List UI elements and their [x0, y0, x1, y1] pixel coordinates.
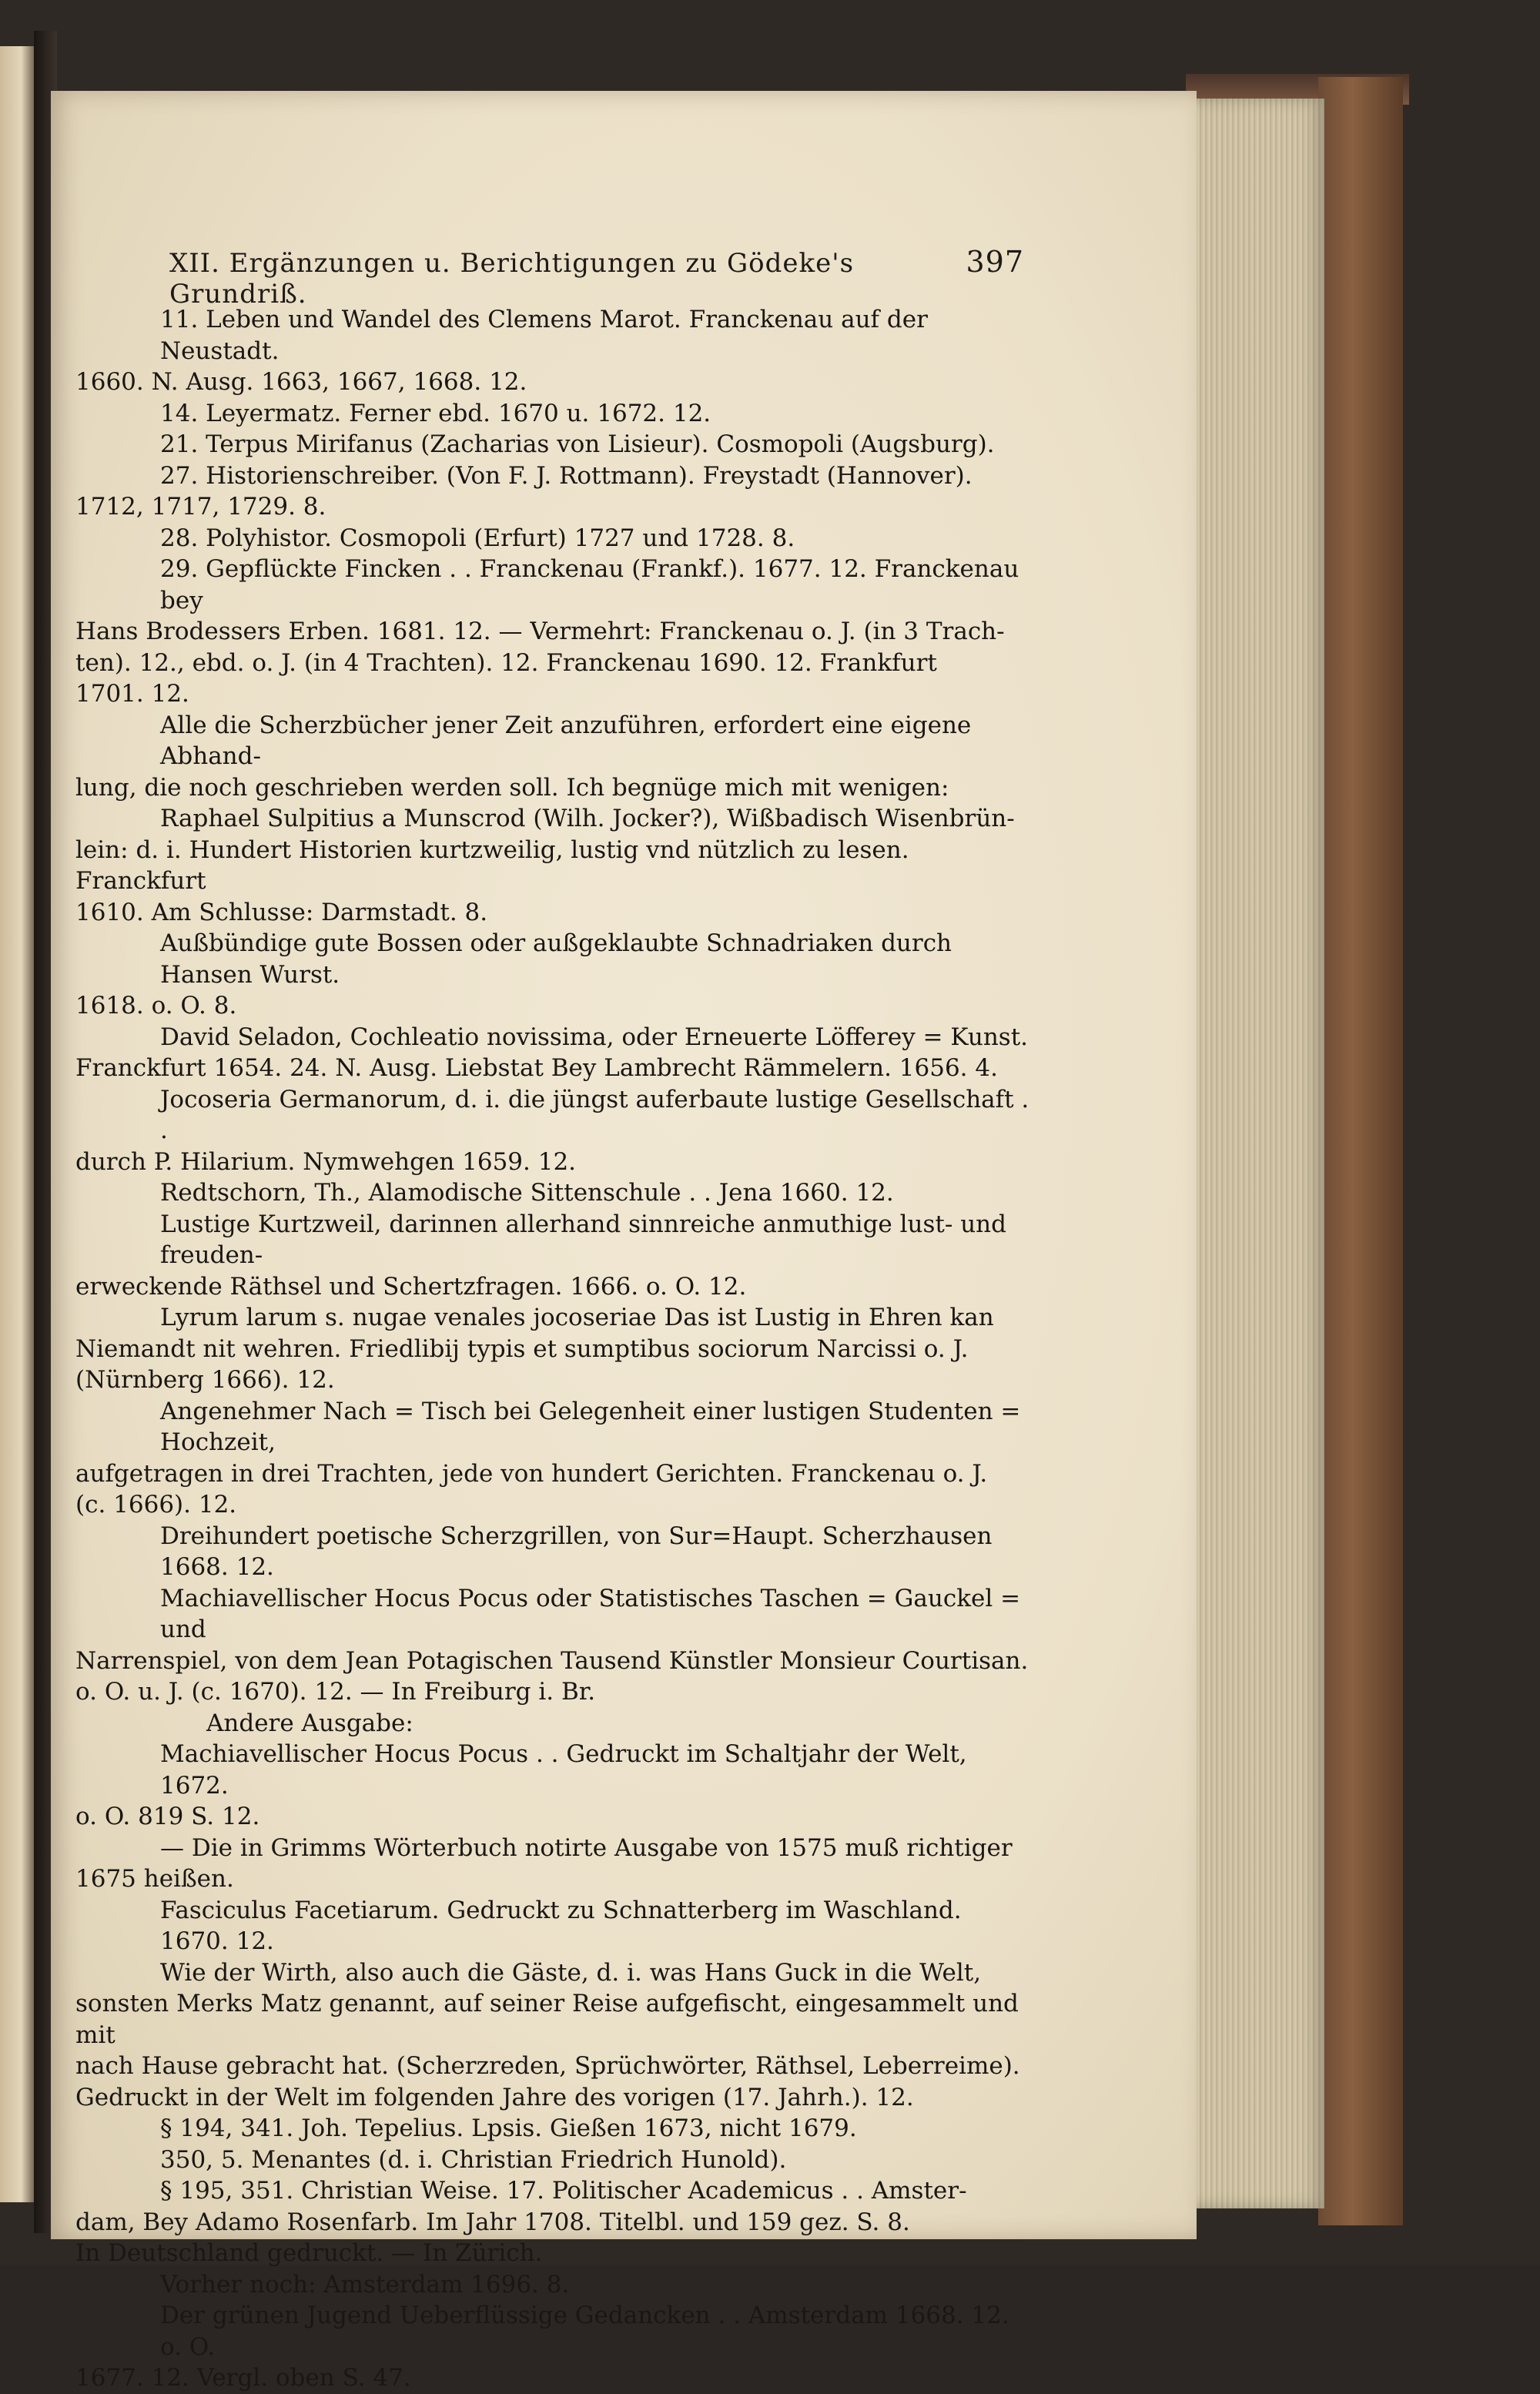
entry: [75, 928, 1030, 1022]
entry-first-line: Außbündige gute Bossen oder außgeklaubte Schnadriaken durch Hansen Wurst.: [160, 929, 952, 989]
entry: [75, 2113, 1030, 2145]
entry-continuation-line: Narrenspiel, von dem Jean Potagischen Tausend Künstler Monsieur Courtisan.: [75, 1646, 1029, 1675]
entry: [75, 429, 1030, 460]
entry: [75, 554, 1030, 710]
running-header: [169, 245, 1024, 310]
entry: [75, 1583, 1030, 1708]
entry: [75, 2269, 1030, 2301]
entry-continuation-line: o. O. 819 S. 12.: [75, 1803, 260, 1830]
entry: [75, 2145, 1030, 2176]
entry-continuation-line: 1610. Am Schlusse: Darmstadt. 8.: [75, 898, 488, 926]
entry-continuation-line: erweckende Räthsel und Schertzfragen. 1666. o. O. 12.: [75, 1272, 747, 1301]
entry-first-line: § 194, 341. Joh. Tepelius. Lpsis. Gießen 1673, nicht 1679.: [160, 2114, 857, 2142]
entry: [75, 2300, 1030, 2394]
entry: [75, 1521, 1030, 1583]
entry: [75, 2175, 1030, 2269]
entry-continuation-line: (Nürnberg 1666). 12.: [75, 1366, 335, 1394]
entry-continuation-line: o. O. u. J. (c. 1670). 12. — In Freiburg i. Br.: [75, 1678, 596, 1706]
entry-first-line: Machiavellischer Hocus Pocus oder Statistisches Taschen = Gauckel = und: [160, 1584, 1021, 1643]
page-number: 397: [966, 245, 1024, 279]
entry: [75, 1302, 1030, 1396]
entry-first-line: 14. Leyermatz. Ferner ebd. 1670 u. 1672. 12.: [160, 399, 711, 427]
entry-first-line: Alle die Scherzbücher jener Zeit anzuführen, erfordert eine eigene Abhand-: [160, 711, 972, 770]
page-stack-edges: [1186, 99, 1324, 2208]
entry-continuation-line: 1712, 1717, 1729. 8.: [75, 493, 326, 521]
entry: [75, 1209, 1030, 1303]
entry-first-line: Der grünen Jugend Ueberflüssige Gedancken . . Amsterdam 1668. 12. o. O.: [160, 2302, 1009, 2361]
cover-edge: [1318, 77, 1403, 2225]
entry-first-line: Machiavellischer Hocus Pocus . . Gedruckt im Schaltjahr der Welt, 1672.: [160, 1740, 967, 1800]
entry-first-line: — Die in Grimms Wörterbuch notirte Ausgabe von 1575 muß richtiger: [160, 1833, 1013, 1862]
entry-continuation-line: Franckfurt 1654. 24. N. Ausg. Liebstat Bey Lambrecht Rämmelern. 1656. 4.: [75, 1054, 998, 1082]
entry: [75, 1895, 1030, 1957]
entry-first-line: Raphael Sulpitius a Munscrod (Wilh. Jocker?), Wißbadisch Wisenbrün-: [160, 805, 1015, 832]
entry: [75, 398, 1030, 430]
entry-first-line: Dreihundert poetische Scherzgrillen, von Sur=Haupt. Scherzhausen 1668. 12.: [160, 1522, 993, 1581]
entry-first-line: 27. Historienschreiber. (Von F. J. Rottmann). Freystadt (Hannover).: [160, 461, 973, 490]
entry: [75, 460, 1030, 523]
entry-continuation-line: aufgetragen in drei Trachten, jede von hundert Gerichten. Franckenau o. J.: [75, 1459, 988, 1488]
entry-continuation-line: In Deutschland gedruckt. — In Zürich.: [75, 2239, 543, 2267]
header-title: XII. Ergänzungen u. Berichtigungen zu Gödeke's Grundriß.: [169, 248, 855, 310]
entry: [75, 1177, 1030, 1209]
entry-first-line: Lustige Kurtzweil, darinnen allerhand sinnreiche anmuthige lust- und freuden-: [160, 1210, 1006, 1269]
entry-continuation-line: 1660. N. Ausg. 1663, 1667, 1668. 12.: [75, 368, 527, 396]
entry: [75, 304, 1030, 398]
entry-continuation-line: lung, die noch geschrieben werden soll. Ich begnüge mich mit wenigen:: [75, 773, 949, 802]
entry: [75, 1084, 1030, 1178]
entry: [75, 1708, 1030, 1739]
entry-first-line: Lyrum larum s. nugae venales jocoseriae Das ist Lustig in Ehren kan: [160, 1304, 994, 1331]
entry-first-line: Jocoseria Germanorum, d. i. die jüngst auferbaute lustige Gesellschaft . .: [160, 1085, 1029, 1144]
entry: [75, 1739, 1030, 1833]
entry-first-line: Andere Ausgabe:: [206, 1709, 413, 1737]
entry-continuation-line: 1701. 12.: [75, 680, 189, 708]
entry-continuation-line: nach Hause gebracht hat. (Scherzreden, Sprüchwörter, Räthsel, Leberreime).: [75, 2052, 1020, 2080]
page-body: [75, 304, 1030, 2394]
entry-first-line: 29. Gepflückte Fincken . . Franckenau (Frankf.). 1677. 12. Franckenau bey: [160, 555, 1019, 614]
entry-first-line: 28. Polyhistor. Cosmopoli (Erfurt) 1727 und 1728. 8.: [160, 524, 795, 552]
entry-first-line: Redtschorn, Th., Alamodische Sittenschule . . Jena 1660. 12.: [160, 1179, 894, 1207]
entry-first-line: Wie der Wirth, also auch die Gäste, d. i. was Hans Guck in die Welt,: [160, 1958, 982, 1987]
entry: [75, 710, 1030, 804]
entry-continuation-line: ten). 12., ebd. o. J. (in 4 Trachten). 12. Franckenau 1690. 12. Frankfurt: [75, 648, 937, 677]
entry-continuation-line: sonsten Merks Matz genannt, auf seiner Reise aufgefischt, eingesammelt und mit: [75, 1990, 1019, 2049]
entry-first-line: David Seladon, Cochleatio novissima, oder Erneuerte Löfferey = Kunst.: [160, 1023, 1029, 1051]
entry: [75, 1022, 1030, 1084]
entry-first-line: Vorher noch: Amsterdam 1696. 8.: [160, 2270, 570, 2299]
entry-first-line: 350, 5. Menantes (d. i. Christian Friedrich Hunold).: [160, 2145, 787, 2174]
entry-first-line: Fasciculus Facetiarum. Gedruckt zu Schnatterberg im Waschland. 1670. 12.: [160, 1896, 962, 1955]
entry-continuation-line: 1618. o. O. 8.: [75, 992, 237, 1020]
entry-continuation-line: durch P. Hilarium. Nymwehgen 1659. 12.: [75, 1147, 577, 1176]
entry-continuation-line: Gedruckt in der Welt im folgenden Jahre des vorigen (17. Jahrh.). 12.: [75, 2083, 914, 2111]
entry: [75, 1957, 1030, 2114]
entry: [75, 1833, 1030, 1895]
entry: [75, 523, 1030, 554]
entry-first-line: 21. Terpus Mirifanus (Zacharias von Lisieur). Cosmopoli (Augsburg).: [160, 430, 995, 458]
entry-continuation-line: (c. 1666). 12.: [75, 1491, 237, 1518]
entry: [75, 1396, 1030, 1521]
entry-continuation-line: Niemandt nit wehren. Friedlibij typis et sumptibus sociorum Narcissi o. J.: [75, 1334, 969, 1363]
entry-continuation-line: Hans Brodessers Erben. 1681. 12. — Vermehrt: Franckenau o. J. (in 3 Trach-: [75, 618, 1005, 645]
entry-continuation-line: 1677. 12. Vergl. oben S. 47.: [75, 2364, 411, 2392]
entry-first-line: § 195, 351. Christian Weise. 17. Politischer Academicus . . Amster-: [160, 2177, 967, 2205]
left-page-edge: [0, 46, 35, 2202]
entry-continuation-line: lein: d. i. Hundert Historien kurtzweilig, lustig vnd nützlich zu lesen. Franckfurt: [75, 835, 909, 895]
entry-continuation-line: dam, Bey Adamo Rosenfarb. Im Jahr 1708. Titelbl. und 159 gez. S. 8.: [75, 2208, 910, 2236]
entry-first-line: Angenehmer Nach = Tisch bei Gelegenheit einer lustigen Studenten = Hochzeit,: [160, 1397, 1021, 1456]
entry-continuation-line: 1675 heißen.: [75, 1865, 234, 1893]
entry: [75, 803, 1030, 928]
entry-first-line: 11. Leben und Wandel des Clemens Marot. Franckenau auf der Neustadt.: [160, 306, 928, 365]
